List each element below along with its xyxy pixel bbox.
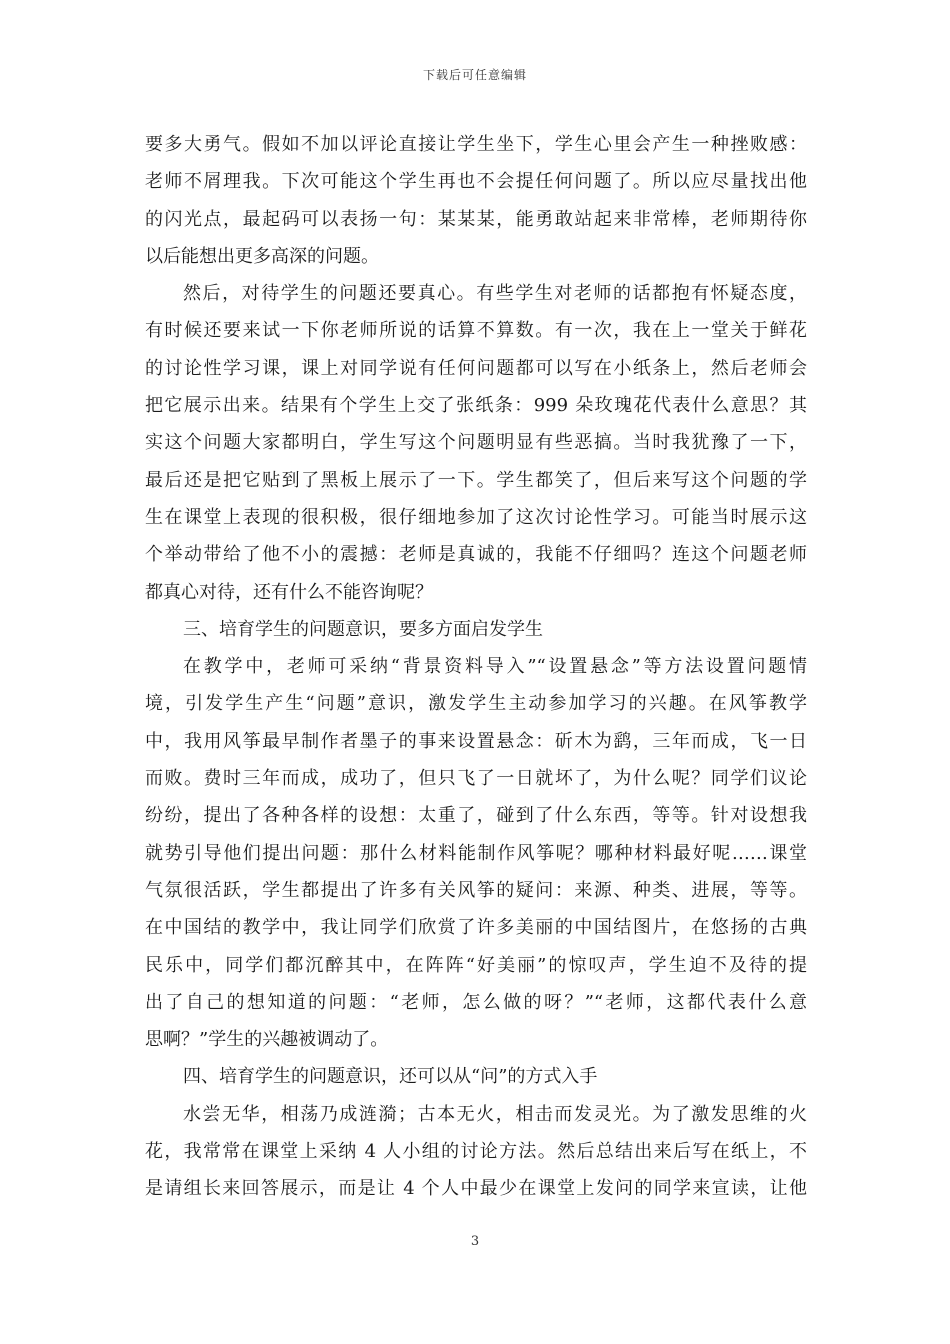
text-line: 花，我常常在课堂上采纳 4 人小组的讨论方法。然后总结出来后写在纸上，不 xyxy=(145,1141,807,1163)
text-line: 要多大勇气。假如不加以评论直接让学生坐下，学生心里会产生一种挫败感： xyxy=(145,134,807,155)
text-line: 在教学中，老师可采纳“背景资料导入”“设置悬念”等方法设置问题情 xyxy=(183,656,807,678)
text-line: 的讨论性学习课，课上对同学说有任何问题都可以写在小纸条上，然后老师会 xyxy=(145,357,807,379)
text-line: 有时候还要来试一下你老师所说的话算不算数。有一次，我在上一堂关于鲜花 xyxy=(145,320,807,342)
text-line: 然后，对待学生的问题还要真心。有些学生对老师的话都抱有怀疑态度， xyxy=(183,283,807,305)
text-line: 纷纷，提出了各种各样的设想：太重了，碰到了什么东西，等等。针对设想我 xyxy=(145,805,807,827)
document-body xyxy=(145,126,807,1208)
text-line: 中，我用风筝最早制作者墨子的事来设置悬念：斫木为鹞，三年而成，飞一日 xyxy=(145,730,807,752)
text-line: 三、培育学生的问题意识，要多方面启发学生 xyxy=(183,618,543,640)
text-line: 民乐中，同学们都沉醉其中，在阵阵“好美丽”的惊叹声，学生迫不及待的提 xyxy=(145,954,807,976)
text-line: 把它展示出来。结果有个学生上交了张纸条：999 朵玫瑰花代表什么意思？其 xyxy=(145,395,807,417)
text-line: 出了自己的想知道的问题：“老师，怎么做的呀？”“老师，这都代表什么意 xyxy=(145,991,807,1013)
text-line: 在中国结的教学中，我让同学们欣赏了许多美丽的中国结图片，在悠扬的古典 xyxy=(145,917,807,939)
text-line: 实这个问题大家都明白，学生写这个问题明显有些恶搞。当时我犹豫了一下， xyxy=(145,432,807,454)
page-number: 3 xyxy=(470,1234,480,1249)
text-line: 最后还是把它贴到了黑板上展示了一下。学生都笑了，但后来写这个问题的学 xyxy=(145,469,807,491)
text-line: 的闪光点，最起码可以表扬一句：某某某，能勇敢站起来非常棒，老师期待你 xyxy=(145,208,807,230)
text-line: 气氛很活跃，学生都提出了许多有关风筝的疑问：来源、种类、进展，等等。 xyxy=(145,879,807,901)
text-line: 生在课堂上表现的很积极，很仔细地参加了这次讨论性学习。可能当时展示这 xyxy=(145,506,807,528)
text-line: 而败。费时三年而成，成功了，但只飞了一日就坏了，为什么呢？同学们议论 xyxy=(145,768,807,790)
page-header: 下载后可任意编辑 xyxy=(422,68,527,82)
text-line: 以后能想出更多高深的问题。 xyxy=(145,245,379,267)
text-line: 水尝无华，相荡乃成涟漪；古本无火，相击而发灵光。为了激发思维的火 xyxy=(183,1103,807,1125)
text-line: 个举动带给了他不小的震撼：老师是真诚的，我能不仔细吗？连这个问题老师 xyxy=(145,544,807,566)
text-line: 四、培育学生的问题意识，还可以从“问”的方式入手 xyxy=(183,1066,598,1088)
text-line: 就势引导他们提出问题：那什么材料能制作风筝呢？哪种材料最好呢……课堂 xyxy=(145,842,807,864)
text-line: 都真心对待，还有什么不能咨询呢？ xyxy=(145,581,433,603)
text-line: 境，引发学生产生“问题”意识，激发学生主动参加学习的兴趣。在风筝教学 xyxy=(145,693,807,715)
text-line: 是请组长来回答展示，而是让 4 个人中最少在课堂上发问的同学来宣读，让他 xyxy=(145,1178,807,1200)
text-line: 思啊？”学生的兴趣被调动了。 xyxy=(145,1029,389,1051)
text-line: 老师不屑理我。下次可能这个学生再也不会提任何问题了。所以应尽量找出他 xyxy=(145,171,807,193)
